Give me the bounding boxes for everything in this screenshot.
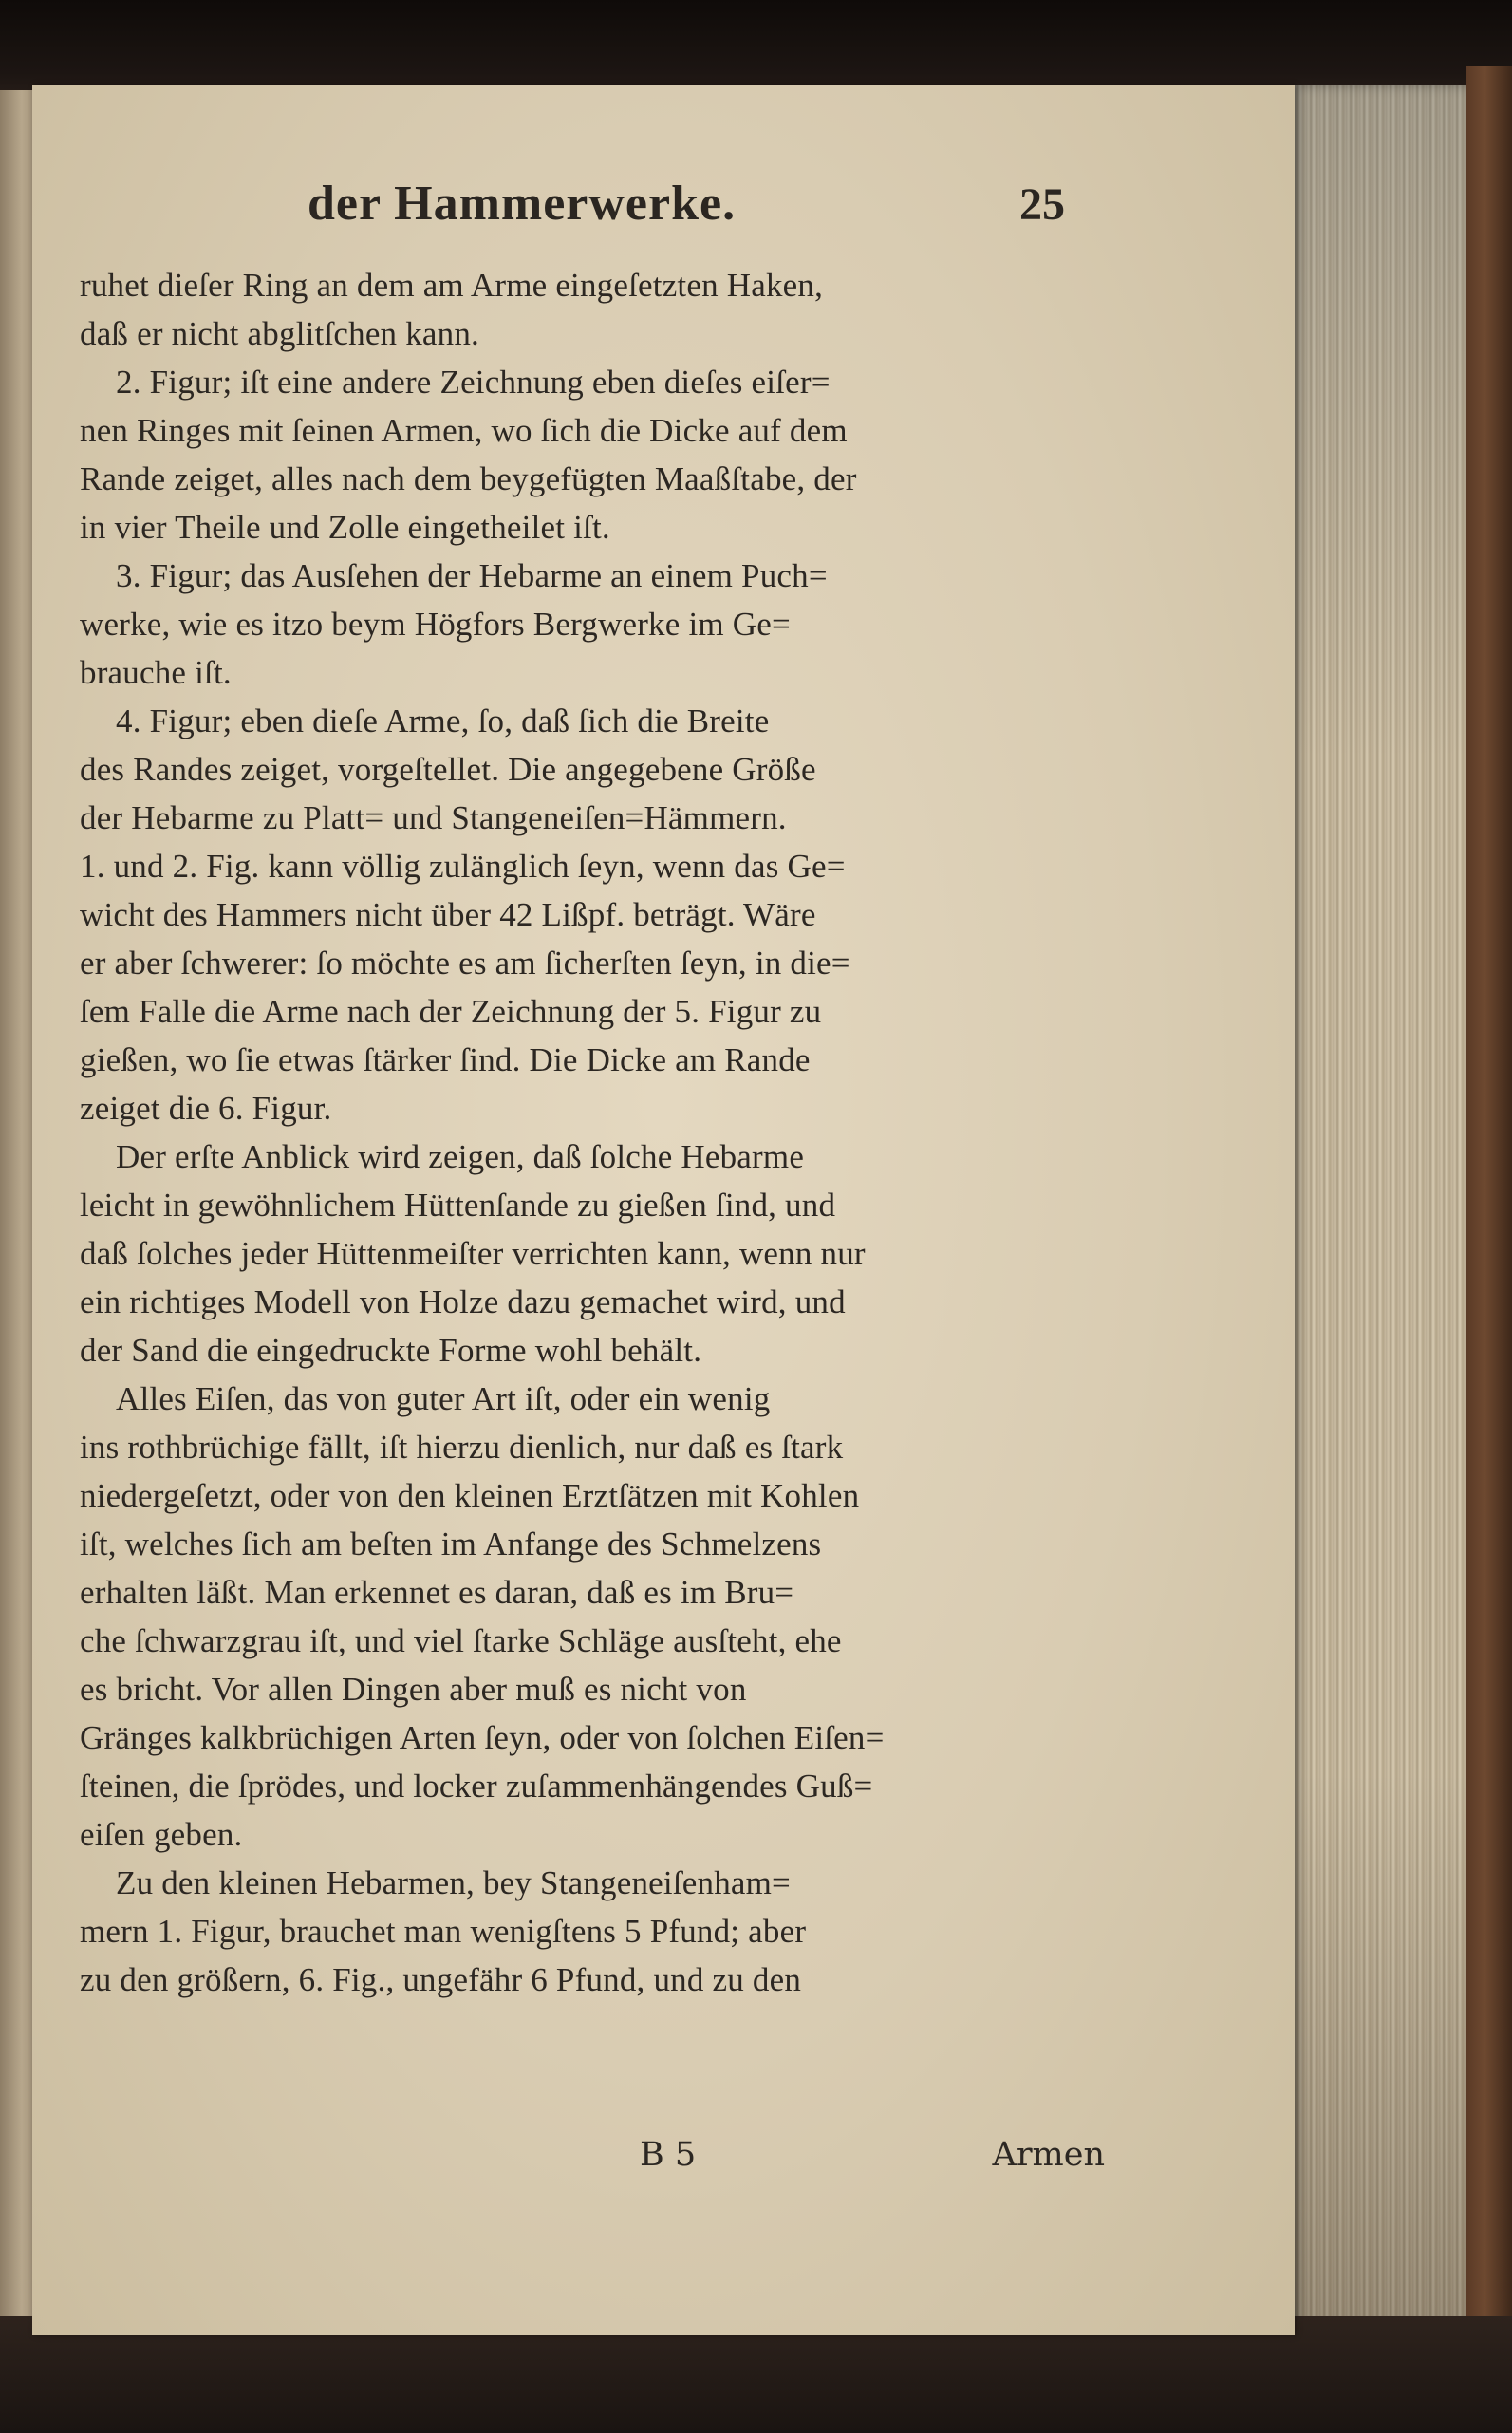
book-page: [32, 85, 1295, 2335]
text-line: eiſen geben.: [80, 1816, 243, 1853]
text-line: Gränges kalkbrüchigen Arten ſeyn, oder von ſolchen Eiſen=: [80, 1719, 885, 1756]
running-head: der Hammerwerke.: [308, 177, 737, 231]
text-line: ein richtiges Modell von Holze dazu gemachet wird, und: [80, 1283, 846, 1320]
text-line: ſteinen, die ſprödes, und locker zuſammenhängendes Guß=: [80, 1768, 873, 1805]
text-line: 2. Figur; iſt eine andere Zeichnung eben dieſes eiſer=: [116, 364, 831, 401]
text-line: ruhet dieſer Ring an dem am Arme eingeſetzten Haken,: [80, 267, 824, 304]
previous-page-edge: [0, 90, 36, 2340]
catchword: Armen: [992, 2136, 1105, 2174]
text-line: der Sand die eingedruckte Forme wohl behält.: [80, 1332, 702, 1369]
text-line: erhalten läßt. Man erkennet es daran, daß es im Bru=: [80, 1574, 794, 1611]
text-line: gießen, wo ſie etwas ſtärker ſind. Die Dicke am Rande: [80, 1041, 811, 1078]
text-line: iſt, welches ſich am beſten im Anfange des Schmelzens: [80, 1525, 822, 1563]
text-line: er aber ſchwerer: ſo möchte es am ſicherſten ſeyn, in die=: [80, 945, 850, 982]
book-cover: [1466, 66, 1512, 2364]
page-stack-edges: [1293, 85, 1473, 2335]
text-line: daß ſolches jeder Hüttenmeiſter verrichten kann, wenn nur: [80, 1235, 866, 1272]
text-line: des Randes zeiget, vorgeſtellet. Die angegebene Größe: [80, 751, 816, 788]
text-line: Der erſte Anblick wird zeigen, daß ſolche Hebarme: [116, 1138, 805, 1175]
text-line: in vier Theile und Zolle eingetheilet iſt.: [80, 509, 610, 546]
text-line: mern 1. Figur, brauchet man wenigſtens 5 Pfund; aber: [80, 1913, 807, 1950]
text-line: 4. Figur; eben dieſe Arme, ſo, daß ſich die Breite: [116, 702, 770, 739]
text-line: niedergeſetzt, oder von den kleinen Erztſätzen mit Kohlen: [80, 1477, 860, 1514]
text-line: che ſchwarzgrau iſt, und viel ſtarke Schläge ausſteht, ehe: [80, 1622, 842, 1659]
text-line: Zu den kleinen Hebarmen, bey Stangeneiſenham=: [116, 1864, 791, 1901]
text-line: brauche iſt.: [80, 654, 232, 691]
text-line: 3. Figur; das Ausſehen der Hebarme an einem Puch=: [116, 557, 828, 594]
text-line: wicht des Hammers nicht über 42 Lißpf. beträgt. Wäre: [80, 896, 816, 933]
page-footer: [80, 2136, 1105, 2183]
text-line: es bricht. Vor allen Dingen aber muß es nicht von: [80, 1671, 747, 1708]
page-number: 25: [1019, 179, 1065, 230]
text-line: ins rothbrüchige fällt, iſt hierzu dienlich, nur daß es ſtark: [80, 1429, 844, 1466]
text-line: ſem Falle die Arme nach der Zeichnung der 5. Figur zu: [80, 993, 822, 1030]
text-line: nen Ringes mit ſeinen Armen, wo ſich die Dicke auf dem: [80, 412, 848, 449]
text-line: Alles Eiſen, das von guter Art iſt, oder ein wenig: [116, 1380, 771, 1417]
text-line: 1. und 2. Fig. kann völlig zulänglich ſeyn, wenn das Ge=: [80, 848, 846, 885]
text-line: Rande zeiget, alles nach dem beygefügten Maaßſtabe, der: [80, 460, 857, 497]
text-line: zu den größern, 6. Fig., ungefähr 6 Pfund, und zu den: [80, 1961, 802, 1998]
signature-mark: B 5: [640, 2136, 697, 2174]
text-line: leicht in gewöhnlichem Hüttenſande zu gießen ſind, und: [80, 1187, 836, 1224]
text-line: daß er nicht abglitſchen kann.: [80, 315, 479, 352]
text-line: der Hebarme zu Platt= und Stangeneiſen=Hämmern.: [80, 799, 787, 836]
text-line: werke, wie es itzo beym Högfors Bergwerke im Ge=: [80, 606, 791, 643]
text-line: zeiget die 6. Figur.: [80, 1090, 332, 1127]
body-text: [80, 261, 1105, 2004]
